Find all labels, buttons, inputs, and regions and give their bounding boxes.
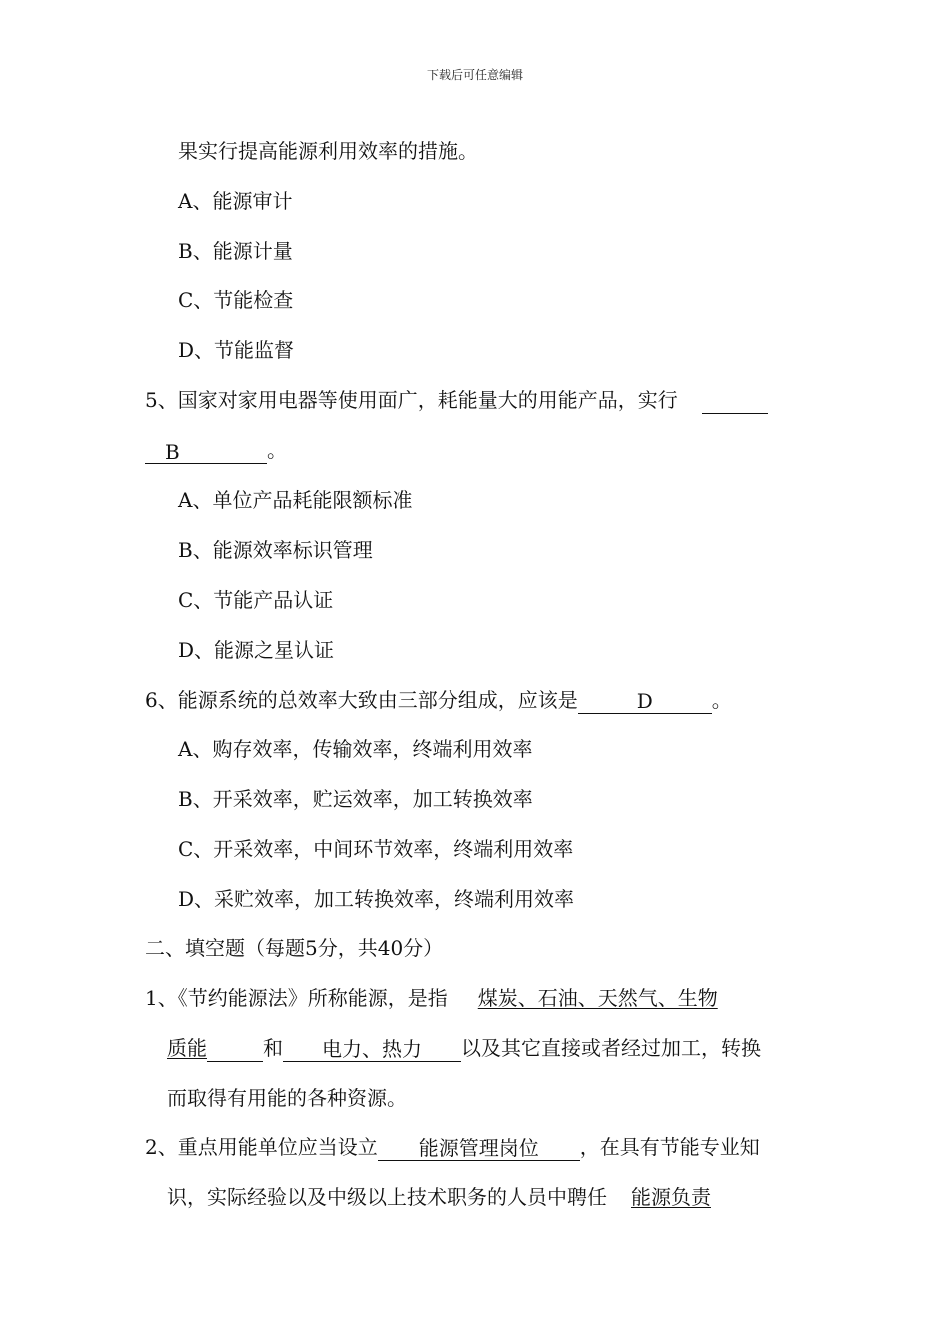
f2-tail: ，在具有节能专业知 (579, 1135, 760, 1159)
f1-line-1 (145, 984, 718, 1012)
f1-answer-1a: 煤炭、石油、天然气、生物 (477, 986, 718, 1010)
q4-option-d: D、节能监督 (178, 338, 295, 362)
q6-option-d: D、采贮效率，加工转换效率，终端利用效率 (178, 887, 575, 911)
f1-mid: 和 (263, 1036, 283, 1060)
q5-option-b: B、能源效率标识管理 (178, 538, 373, 562)
f2-line-2 (167, 1183, 711, 1211)
f2-answer-2: 能源负责 (631, 1185, 711, 1209)
f1-tail: 以及其它直接或者经过加工，转换 (461, 1036, 761, 1060)
q5-option-d: D、能源之星认证 (178, 638, 335, 662)
q6-stem (145, 686, 732, 714)
q4-option-a: A、能源审计 (178, 189, 293, 213)
q5-stem-text: 5、国家对家用电器等使用面广，耗能量大的用能产品，实行 (145, 388, 678, 412)
q5-option-c: C、节能产品认证 (178, 588, 334, 612)
f1-prefix: 1、《节约能源法》所称能源，是指 (145, 986, 448, 1010)
q5-end: 。 (267, 438, 287, 462)
f1-line-2 (167, 1034, 761, 1062)
q5-answer-line (145, 436, 287, 464)
page-header: 下载后可任意编辑 (426, 68, 523, 82)
q6-stem-text: 6、能源系统的总效率大致由三部分组成，应该是 (145, 688, 578, 712)
f2-prefix: 2、重点用能单位应当设立 (145, 1135, 378, 1159)
q6-option-b: B、开采效率，贮运效率，加工转换效率 (178, 787, 533, 811)
f1-blank-tail (207, 1035, 263, 1062)
f2-answer-1: 能源管理岗位 (378, 1134, 580, 1161)
f1-answer-2: 电力、热力 (283, 1035, 461, 1062)
q5-stem (145, 386, 768, 414)
q6-end: 。 (711, 688, 732, 712)
f1-line-3: 而取得有用能的各种资源。 (167, 1086, 407, 1110)
f2-line-1 (145, 1133, 760, 1161)
f1-answer-1b: 质能 (167, 1036, 207, 1060)
q5-option-a: A、单位产品耗能限额标准 (178, 488, 413, 512)
q4-option-b: B、能源计量 (178, 239, 293, 263)
q5-answer: B (145, 438, 267, 464)
q6-option-c: C、开采效率，中间环节效率，终端利用效率 (178, 837, 574, 861)
q4-option-c: C、节能检查 (178, 288, 294, 312)
q6-option-a: A、购存效率，传输效率，终端利用效率 (178, 737, 533, 761)
q6-answer: D (578, 687, 712, 714)
q4-continuation: 果实行提高能源利用效率的措施。 (178, 139, 478, 163)
f2-line-2-text: 识，实际经验以及中级以上技术职务的人员中聘任 (167, 1185, 607, 1209)
section-title: 二、填空题（每题5分，共40分） (145, 936, 444, 960)
q5-blank-start (702, 387, 768, 414)
